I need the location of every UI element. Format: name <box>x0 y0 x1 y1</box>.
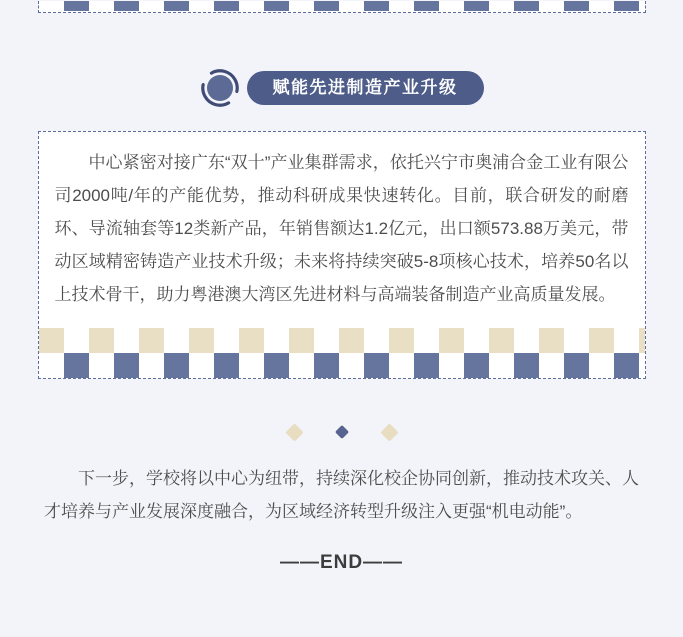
circle-spinner-icon <box>200 68 240 108</box>
paragraph-2: 下一步，学校将以中心为纽带，持续深化校企协同创新，推动技术攻关、人才培养与产业发展深度融合，为区域经济转型升级注入更强“机电动能”。 <box>44 469 639 521</box>
content-box <box>38 131 646 379</box>
checker-row-blue <box>39 353 645 378</box>
article-page <box>0 1 683 574</box>
checkerboard-decoration <box>39 328 645 378</box>
section-title-badge: 赋能先进制造产业升级 <box>247 71 484 105</box>
diamond-icon <box>380 423 398 441</box>
diamond-icon <box>285 423 303 441</box>
checker-row-beige <box>39 328 645 353</box>
section-header <box>0 68 683 108</box>
checker-strip-top <box>39 1 645 11</box>
previous-section-box-bottom <box>38 1 646 13</box>
diamond-icon <box>334 425 348 439</box>
diamond-divider <box>0 422 683 442</box>
end-marker: ——END—— <box>279 552 404 573</box>
paragraph-1: 中心紧密对接广东“双十”产业集群需求，依托兴宁市奥浦合金工业有限公司2000吨/年的产能优势，推动科研成果快速转化。目前，联合研发的耐磨环、导流轴套等12类新产品，年销售额达1.2亿元，出口额573.88万美元，带动区域精密铸造产业技术升级；未来将持续突破5-8项核心技术，培养50名以上技术骨干，助力粤港澳大湾区先进材料与高端装备制造产业高质量发展。 <box>54 153 629 304</box>
